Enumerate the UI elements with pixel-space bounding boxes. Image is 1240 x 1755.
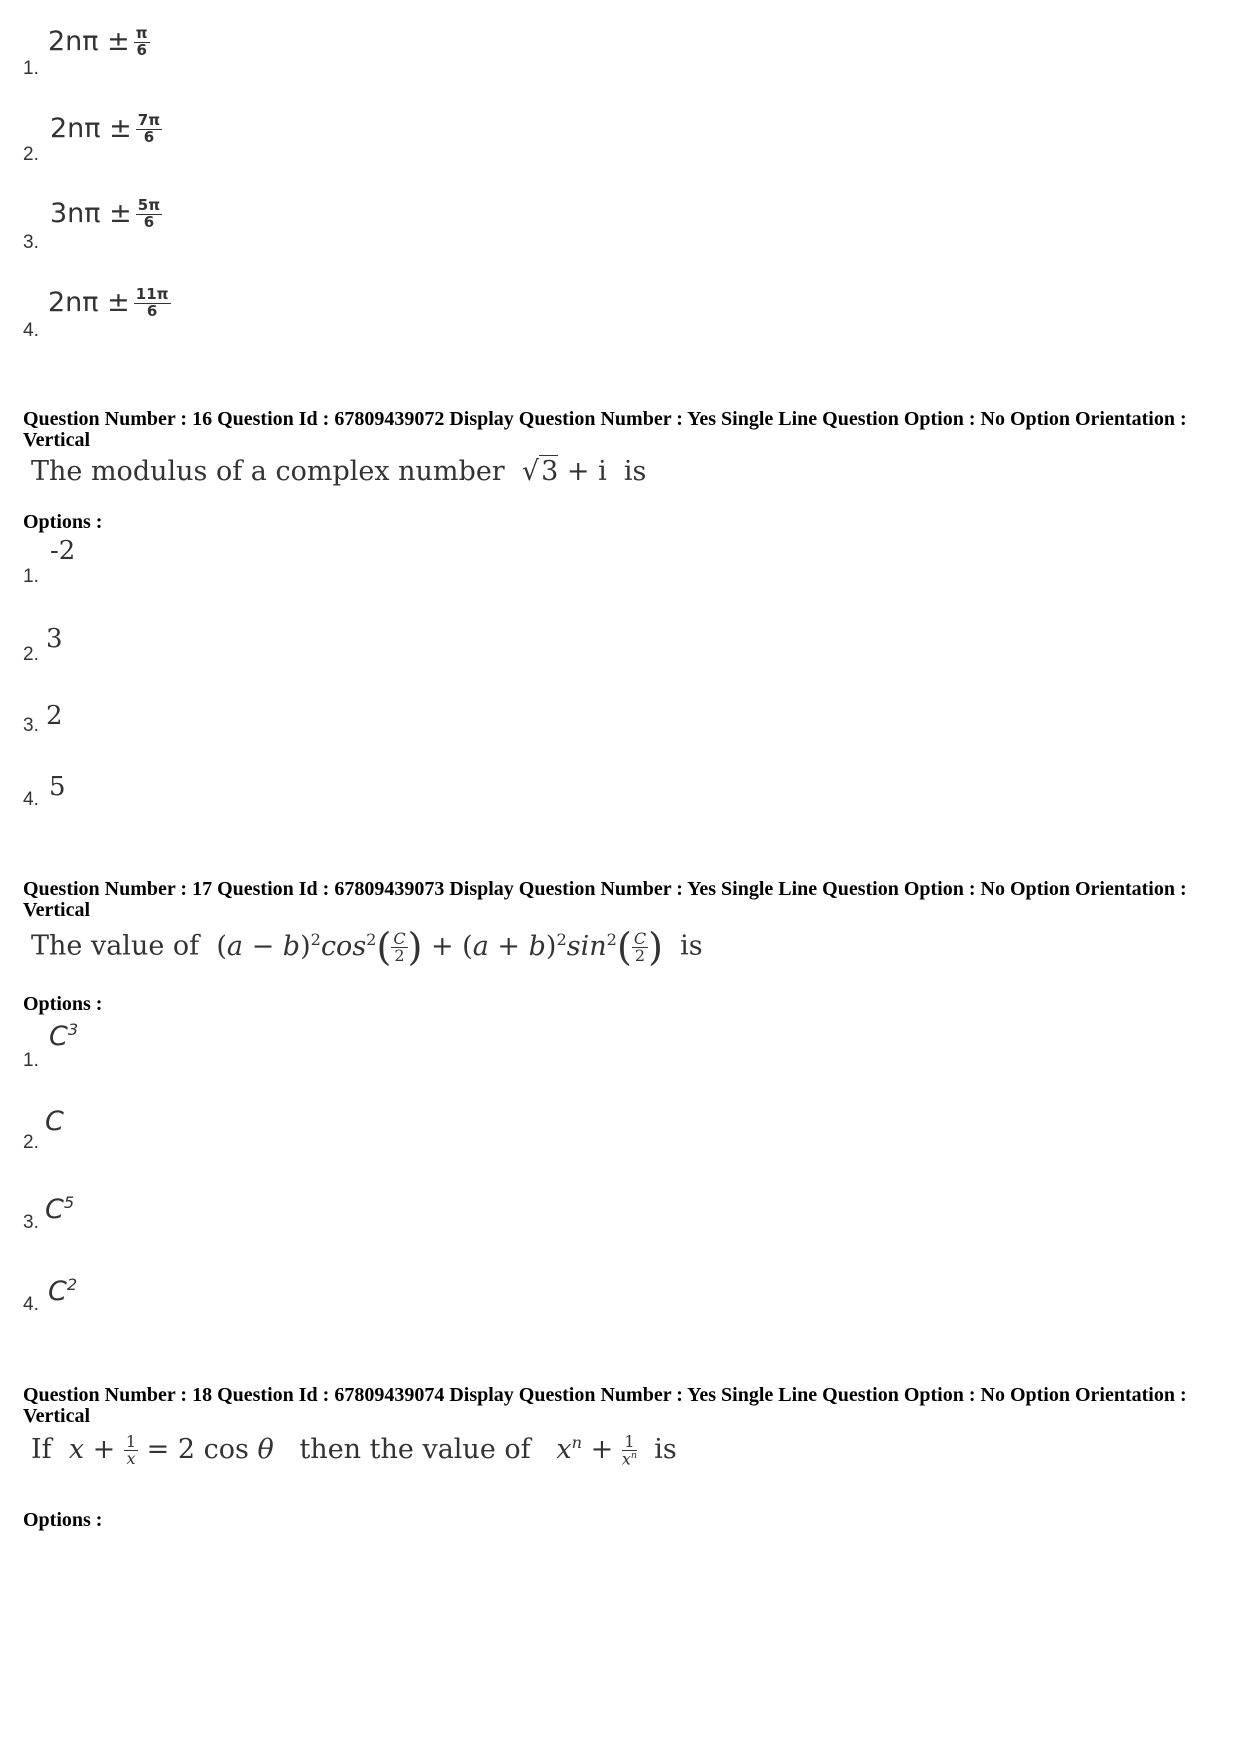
question-text-suffix: is [654, 1434, 677, 1465]
question-text-suffix: is [623, 456, 647, 487]
prev-option-4[interactable] [48, 287, 171, 320]
option-number: 4. [23, 789, 39, 810]
question-header: Question Number : 18 Question Id : 67809439074 Display Question Number : Yes Single Line Question Option : No Option Orientation : Vertical [23, 1384, 1187, 1427]
options-label: Options : [23, 511, 103, 533]
question-text-prefix: The modulus of a complex number [31, 456, 505, 487]
prev-option-coef: 2nπ ± [48, 26, 130, 57]
prev-option-coef: 2nπ ± [48, 287, 130, 318]
prev-option-number: 3. [23, 232, 39, 253]
question-header: Question Number : 17 Question Id : 67809439073 Display Question Number : Yes Single Line Question Option : No Option Orientation : Vertical [23, 878, 1187, 921]
prev-option-numerator: 7π [137, 111, 161, 130]
option-number: 2. [23, 644, 39, 665]
option-base: C [45, 1194, 64, 1225]
option-number: 2. [23, 1132, 39, 1153]
question-text [31, 925, 703, 969]
options-label: Options : [23, 993, 103, 1015]
option-number: 1. [23, 1050, 39, 1071]
prev-option-numerator: 5π [137, 196, 161, 215]
question-text-suffix: is [680, 930, 703, 962]
math-rest: + i [566, 456, 607, 487]
prev-option-number: 1. [23, 58, 39, 79]
prev-option-numerator: 11π [135, 285, 169, 304]
option-3[interactable]: 2 [46, 701, 63, 731]
option-base: C [49, 1021, 68, 1052]
prev-option-number: 2. [23, 144, 39, 165]
option-2[interactable] [45, 1106, 64, 1137]
options-label: Options : [23, 1509, 103, 1531]
option-exponent: 3 [67, 1020, 79, 1039]
option-base: C [48, 1276, 67, 1307]
option-3[interactable] [45, 1193, 74, 1225]
math-condition: x + $\frac{1}{x}$ = 2 cos θ [68, 1432, 274, 1468]
prev-option-coef: 3nπ ± [50, 198, 132, 229]
prev-option-denominator: 6 [143, 128, 155, 146]
prev-option-coef: 2nπ ± [50, 113, 132, 144]
math-target: $x^n$ + $\frac{1}{x^n}$ [556, 1431, 638, 1469]
question-header: Question Number : 16 Question Id : 67809439072 Display Question Number : Yes Single Line Question Option : No Option Orientation : Vertical [23, 408, 1187, 451]
option-base: C [45, 1106, 64, 1137]
question-text-then: then the value of [299, 1434, 531, 1465]
question-text [31, 1433, 677, 1467]
prev-option-3[interactable] [50, 198, 162, 231]
prev-option-number: 4. [23, 320, 39, 341]
option-exponent: 5 [63, 1193, 75, 1212]
option-2[interactable]: 3 [46, 624, 63, 654]
question-text-prefix: The value of [31, 930, 200, 962]
prev-option-denominator: 6 [146, 302, 158, 320]
prev-option-1[interactable] [48, 26, 150, 59]
question-text-if: If [31, 1434, 52, 1465]
prev-option-denominator: 6 [143, 213, 155, 231]
option-exponent: 2 [66, 1275, 78, 1294]
option-4[interactable] [48, 1275, 77, 1307]
option-1[interactable]: -2 [50, 536, 76, 566]
option-4[interactable]: 5 [49, 772, 66, 802]
math-root: 3 [541, 456, 559, 487]
math-expression: $(a - b)^2\cos^2$( $\frac{C}{2}$ ) + $(a + b)^2\sin^2$( $\frac{C}{2}$ ) [216, 925, 663, 969]
question-text [31, 456, 646, 487]
prev-option-numerator: π [135, 24, 148, 43]
option-1[interactable] [49, 1020, 78, 1052]
option-number: 3. [23, 715, 39, 736]
option-number: 3. [23, 1212, 39, 1233]
prev-option-denominator: 6 [136, 41, 147, 59]
sqrt-symbol-icon: √ [521, 456, 540, 487]
option-number: 1. [23, 566, 39, 587]
option-number: 4. [23, 1294, 39, 1315]
prev-option-2[interactable] [50, 113, 162, 146]
